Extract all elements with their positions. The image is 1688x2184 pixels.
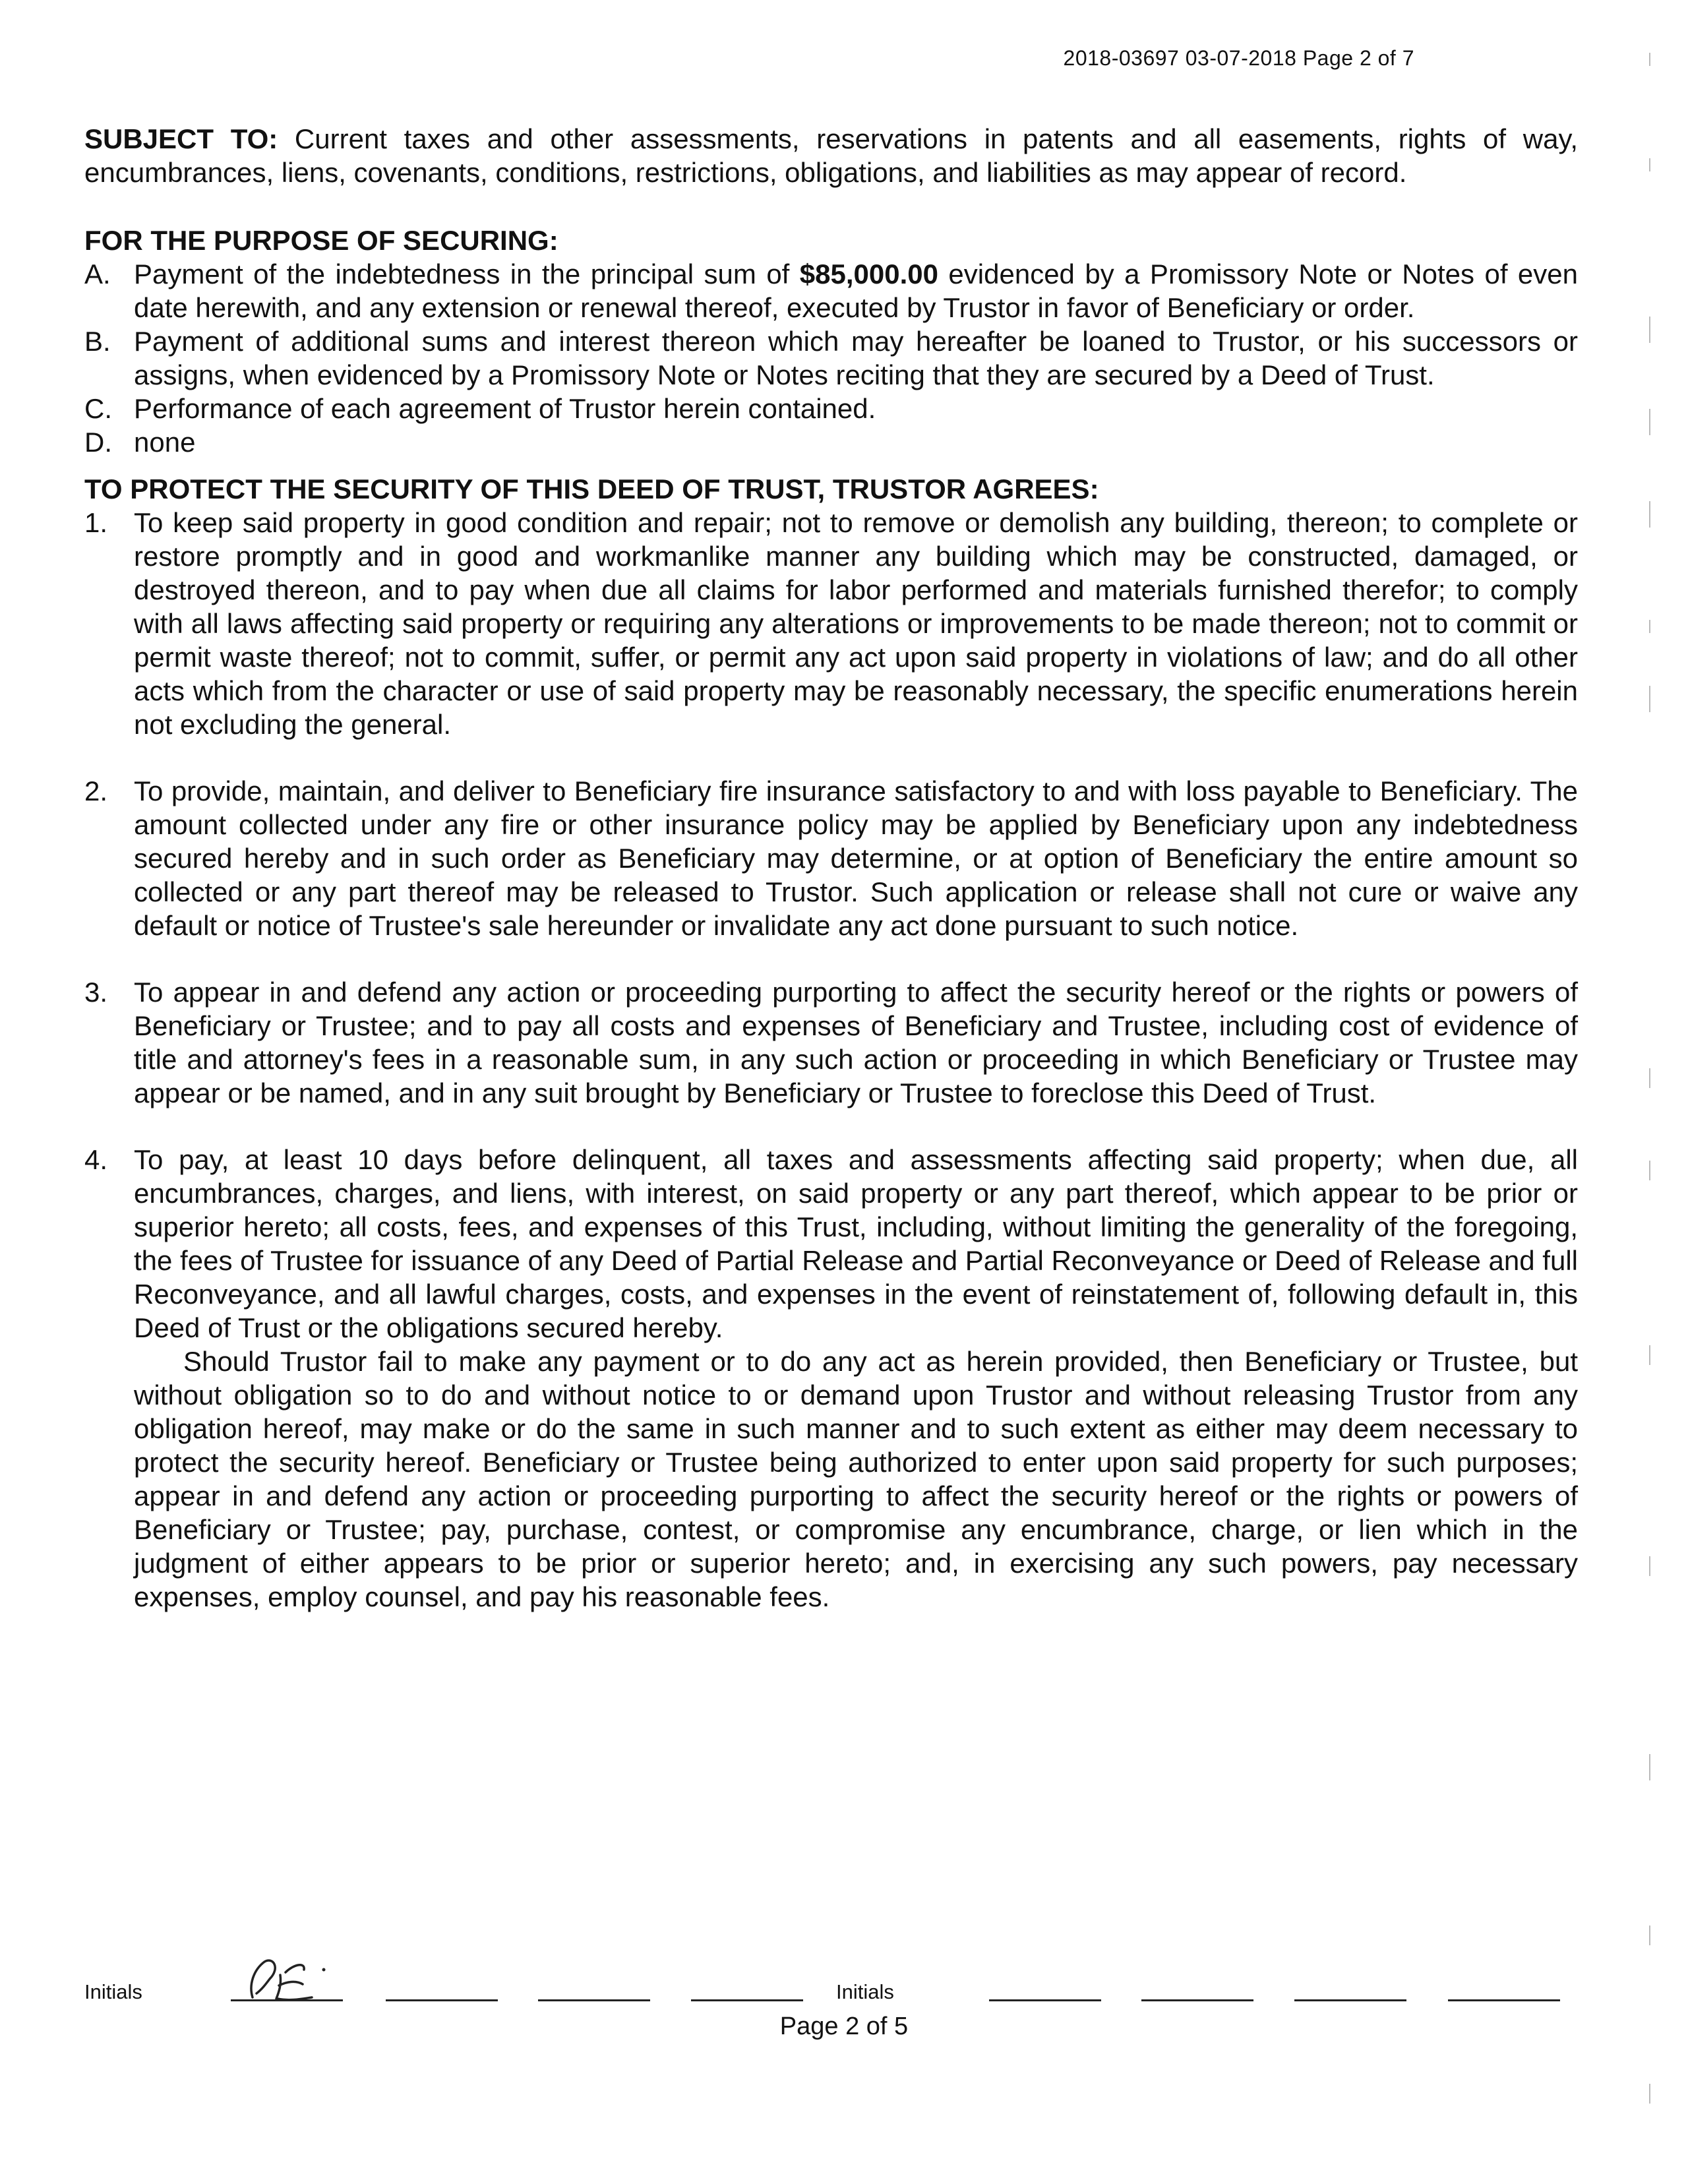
- initials-blank[interactable]: [538, 1999, 650, 2001]
- initials-row: [84, 1955, 1578, 2008]
- purpose-item-c: [84, 392, 1578, 425]
- purpose-heading: FOR THE PURPOSE OF SECURING:: [84, 225, 558, 256]
- protect-heading: TO PROTECT THE SECURITY OF THIS DEED OF TRUST, TRUSTOR AGREES:: [84, 473, 1099, 504]
- purpose-item-label: D.: [84, 427, 112, 458]
- agreement-item-label: 2.: [84, 775, 108, 806]
- purpose-item-text: Payment of additional sums and interest thereon which may hereafter be loaned to Trustor, or his successors or assigns, when evidenced by a Promissory Note or Notes reciting that they are secured by a Deed of Trust.: [134, 326, 1578, 390]
- agreement-item-text: To pay, at least 10 days before delinquent, all taxes and assessments affecting said property; when due, all encumbrances, charges, and liens, with interest, on said property or any part thereof, which appear to be prior or superior hereto; all costs, fees, and expenses of this Trust, including, without limiting the generality of the foregoing, the fees of Trustee for issuance of any Deed of Partial Release and Partial Reconveyance or Deed of Release and full Reconveyance, and all lawful charges, costs, and expenses in the event of reinstatement of, following default in, this Deed of Trust or the obligations secured hereby.: [134, 1144, 1578, 1343]
- agreement-item-label: 4.: [84, 1144, 108, 1175]
- initials-blank[interactable]: [1448, 1999, 1560, 2001]
- agreement-item-label: 1.: [84, 507, 108, 538]
- scan-edge-marks: [1648, 40, 1652, 2150]
- purpose-item-text: Performance of each agreement of Trustor herein contained.: [134, 393, 876, 424]
- subject-to-label: SUBJECT TO:: [84, 123, 278, 154]
- purpose-item-label: B.: [84, 326, 111, 357]
- initials-label-left: Initials: [84, 1980, 142, 2003]
- agreement-item-1: [84, 506, 1578, 741]
- initials-blank[interactable]: [1294, 1999, 1406, 2001]
- agreement-item-text: To keep said property in good condition and repair; not to remove or demolish any building, thereon; to complete or restore promptly and in good and workmanlike manner any building which may be constructed, damaged, or destroyed thereon, and to pay when due all claims for labor performed and materials furnished therefor; to comply with all laws affecting said property or requiring any alterations or improvements to be made thereon; not to commit or permit waste thereof; not to commit, suffer, or permit any act upon said property in violations of law; and do all other acts which from the character or use of said property may be reasonably necessary, the specific enumerations herein not excluding the general.: [134, 507, 1578, 740]
- agreement-item-text: To provide, maintain, and deliver to Beneficiary fire insurance satisfactory to and with loss payable to Beneficiary. The amount collected under any fire or other insurance policy may be applied by Beneficiary upon any indebtedness secured hereby and in such order as Beneficiary may determine, or at option of Beneficiary the entire amount so collected or any part thereof may be released to Trustor. Such application or release shall not cure or waive any default or notice of Trustee's sale hereunder or invalidate any act done pursuant to such notice.: [134, 775, 1578, 941]
- document-body: [84, 122, 1578, 1614]
- agreement-item-4: [84, 1143, 1578, 1345]
- document-reference: 2018-03697 03-07-2018 Page 2 of 7: [1063, 46, 1414, 70]
- agreement-item-text: To appear in and defend any action or proceeding purporting to affect the security hereof or the rights or powers of Beneficiary or Trustee; and to pay all costs and expenses of Beneficiary and Trustee, including cost of evidence of title and attorney's fees in a reasonable sum, in any such action or proceeding in which Beneficiary or Trustee may appear or be named, and in any suit brought by Beneficiary or Trustee to foreclose this Deed of Trust.: [134, 977, 1578, 1108]
- purpose-item-a: [84, 257, 1578, 324]
- principal-amount: $85,000.00: [799, 258, 938, 289]
- initials-blank[interactable]: [386, 1999, 498, 2001]
- subject-to-paragraph: [84, 122, 1578, 189]
- purpose-item-label: A.: [84, 258, 111, 289]
- purpose-item-d: [84, 425, 1578, 459]
- purpose-item-text: none: [134, 427, 196, 458]
- handwritten-initials-signature: [239, 1950, 332, 2008]
- purpose-item-a-text: Payment of the indebtedness in the principal sum of: [134, 258, 800, 289]
- agreement-item-label: 3.: [84, 977, 108, 1008]
- subject-to-text: Current taxes and other assessments, reservations in patents and all easements, rights of way, encumbrances, liens, covenants, conditions, restrictions, obligations, and liabilities as may appear of record.: [84, 123, 1578, 188]
- page-number: Page 2 of 5: [779, 2013, 909, 2040]
- purpose-item-a-text-rest: evidenced by a Promissory Note or Notes of even date herewith, and any extension or renewal thereof, executed by Trustor in favor of Beneficiary or order.: [134, 258, 1578, 323]
- agreement-item-2: [84, 774, 1578, 942]
- initials-blank[interactable]: [1141, 1999, 1253, 2001]
- purpose-item-b: [84, 324, 1578, 392]
- initials-label-right: Initials: [836, 1980, 894, 2003]
- agreement-item-3: [84, 975, 1578, 1110]
- initials-blank[interactable]: [989, 1999, 1101, 2001]
- purpose-item-label: C.: [84, 393, 112, 424]
- agreement-item-4-continuation: Should Trustor fail to make any payment or to do any act as herein provided, then Beneficiary or Trustee, but without obligation so to do and without notice to or demand upon Trustor and without releasing Trustor from any obligation hereof, may make or do the same in such manner and to such extent as either may deem necessary to protect the security hereof. Beneficiary or Trustee being authorized to enter upon said property for such purposes; appear in and defend any action or proceeding purporting to affect the security hereof or the rights or powers of Beneficiary or Trustee; pay, purchase, contest, or compromise any encumbrance, charge, or lien which in the judgment of either appears to be prior or superior hereto; and, in exercising any such powers, pay necessary expenses, employ counsel, and pay his reasonable fees.: [134, 1346, 1578, 1612]
- initials-blank[interactable]: [691, 1999, 803, 2001]
